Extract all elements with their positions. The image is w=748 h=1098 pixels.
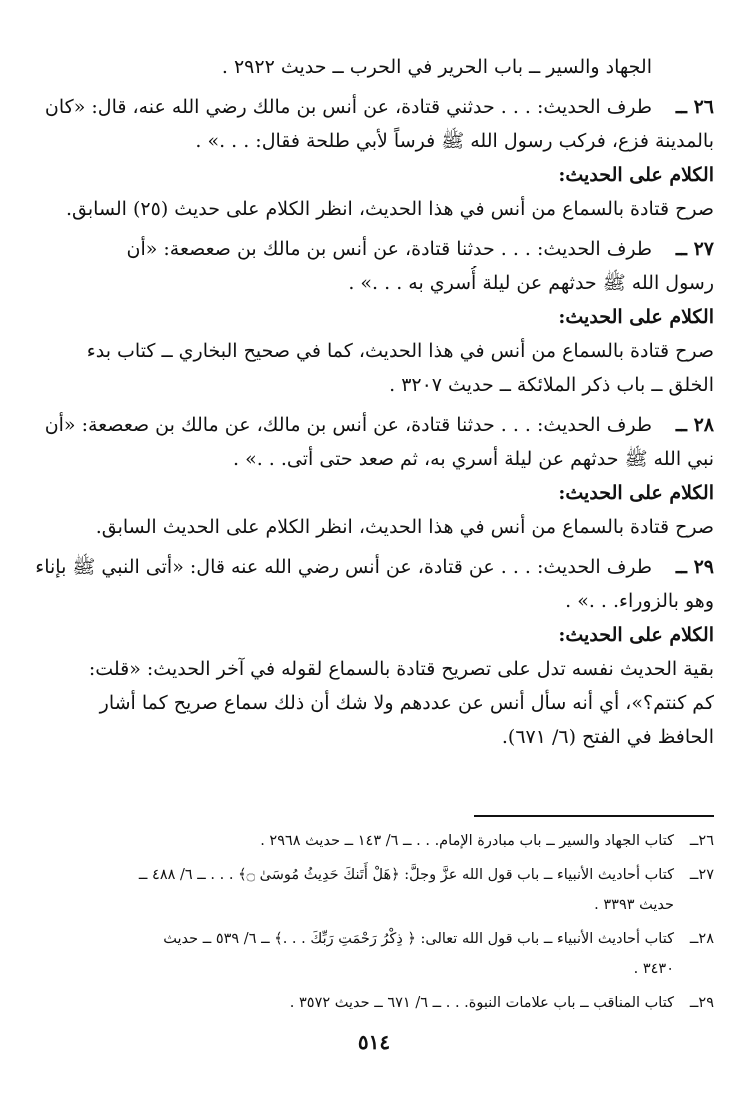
hadith-27 bbox=[24, 232, 714, 402]
text-line: طرف الحديث: . . . حدثنا قتادة، عن أنس بن مالك بن صعصعة: «أن bbox=[126, 238, 652, 260]
text-line: صرح قتادة بالسماع من أنس في هذا الحديث، انظر الكلام على حديث (٢٥) السابق. bbox=[65, 198, 714, 220]
text-line: رسول الله ﷺ حدثهم عن ليلة أُسري به . . .» . bbox=[348, 272, 714, 294]
text-line: طرف الحديث: . . . حدثنا قتادة، عن أنس بن مالك، عن مالك بن صعصعة: «أن bbox=[44, 414, 652, 436]
footnote-number: ٢٧ــ bbox=[689, 867, 714, 883]
footnote-number: ٢٩ــ bbox=[689, 995, 714, 1011]
footnotes bbox=[24, 822, 714, 1018]
section-heading: الكلام على الحديث: bbox=[558, 306, 714, 328]
footnote-26 bbox=[24, 826, 714, 856]
text-line: كم كنتم؟»، أي أنه سأل أنس عن عددهم ولا شك أن ذلك سماع صريح كما أشار bbox=[99, 692, 714, 714]
hadith-number: ٢٧ ــ bbox=[675, 238, 714, 260]
text-line: الجهاد والسير ــ باب الحرير في الحرب ــ حديث ٢٩٢٢ . bbox=[221, 56, 652, 78]
text-line: نبي الله ﷺ حدثهم عن ليلة أسري به، ثم صعد حتى أتى. . .» . bbox=[233, 448, 714, 470]
text-line: بالمدينة فزع، فركب رسول الله ﷺ فرساً لأبي طلحة فقال: . . .» . bbox=[195, 130, 714, 152]
section-heading: الكلام على الحديث: bbox=[558, 164, 714, 186]
hadith-number: ٢٦ ــ bbox=[675, 96, 714, 118]
footnote-divider bbox=[474, 815, 714, 817]
footnote-text: كتاب أحاديث الأنبياء ــ باب قول الله عزَّ وجلَّ: ﴿هَلْ أَتَنكَ حَدِيثُ مُوسَىٰ ۝﴾ . . . ــ ٦/ ٤٨٨ ــ bbox=[138, 867, 674, 883]
text-line: الحافظ في الفتح (٦/ ٦٧١). bbox=[501, 726, 714, 748]
footnote-text: كتاب المناقب ــ باب علامات النبوة. . . ــ ٦/ ٦٧١ ــ حديث ٣٥٧٢ . bbox=[289, 995, 674, 1011]
footnote-text: حديث ٣٣٩٣ . bbox=[594, 897, 674, 913]
text-line: صرح قتادة بالسماع من أنس في هذا الحديث، كما في صحيح البخاري ــ كتاب بدء bbox=[86, 340, 714, 362]
footnote-text: كتاب الجهاد والسير ــ باب مبادرة الإمام. . . ــ ٦/ ١٤٣ ــ حديث ٢٩٦٨ . bbox=[260, 833, 674, 849]
section-heading: الكلام على الحديث: bbox=[558, 624, 714, 646]
hadith-29 bbox=[24, 550, 714, 754]
footnote-text: ٣٤٣٠ . bbox=[633, 961, 674, 977]
hadith-28 bbox=[24, 408, 714, 544]
text-line: طرف الحديث: . . . حدثني قتادة، عن أنس بن مالك رضي الله عنه، قال: «كان bbox=[44, 96, 652, 118]
footnote-29 bbox=[24, 988, 714, 1018]
footnote-27 bbox=[24, 860, 714, 920]
hadith-number: ٢٨ ــ bbox=[675, 414, 714, 436]
text-line: بقية الحديث نفسه تدل على تصريح قتادة بالسماع لقوله في آخر الحديث: «قلت: bbox=[88, 658, 714, 680]
footnote-number: ٢٨ــ bbox=[689, 931, 714, 947]
text-line: الخلق ــ باب ذكر الملائكة ــ حديث ٣٢٠٧ . bbox=[389, 374, 714, 396]
main-text bbox=[24, 50, 714, 754]
hadith-26 bbox=[24, 90, 714, 226]
text-line: صرح قتادة بالسماع من أنس في هذا الحديث، انظر الكلام على الحديث السابق. bbox=[95, 516, 714, 538]
footnote-28 bbox=[24, 924, 714, 984]
page-number: ٥١٤ bbox=[357, 1030, 391, 1054]
footnote-number: ٢٦ــ bbox=[689, 833, 714, 849]
text-line: طرف الحديث: . . . عن قتادة، عن أنس رضي الله عنه قال: «أتى النبي ﷺ بإناء bbox=[35, 556, 652, 578]
text-line: وهو بالزوراء. . .» . bbox=[565, 590, 714, 612]
hadith-number: ٢٩ ــ bbox=[675, 556, 714, 578]
hadith-25-tail bbox=[24, 50, 714, 84]
footnote-text: كتاب أحاديث الأنبياء ــ باب قول الله تعالى: ﴿ ذِكْرُ رَحْمَتِ رَبِّكَ . . .﴾ ــ ٦/ ٥٣٩ ــ حديث bbox=[163, 931, 674, 947]
section-heading: الكلام على الحديث: bbox=[558, 482, 714, 504]
